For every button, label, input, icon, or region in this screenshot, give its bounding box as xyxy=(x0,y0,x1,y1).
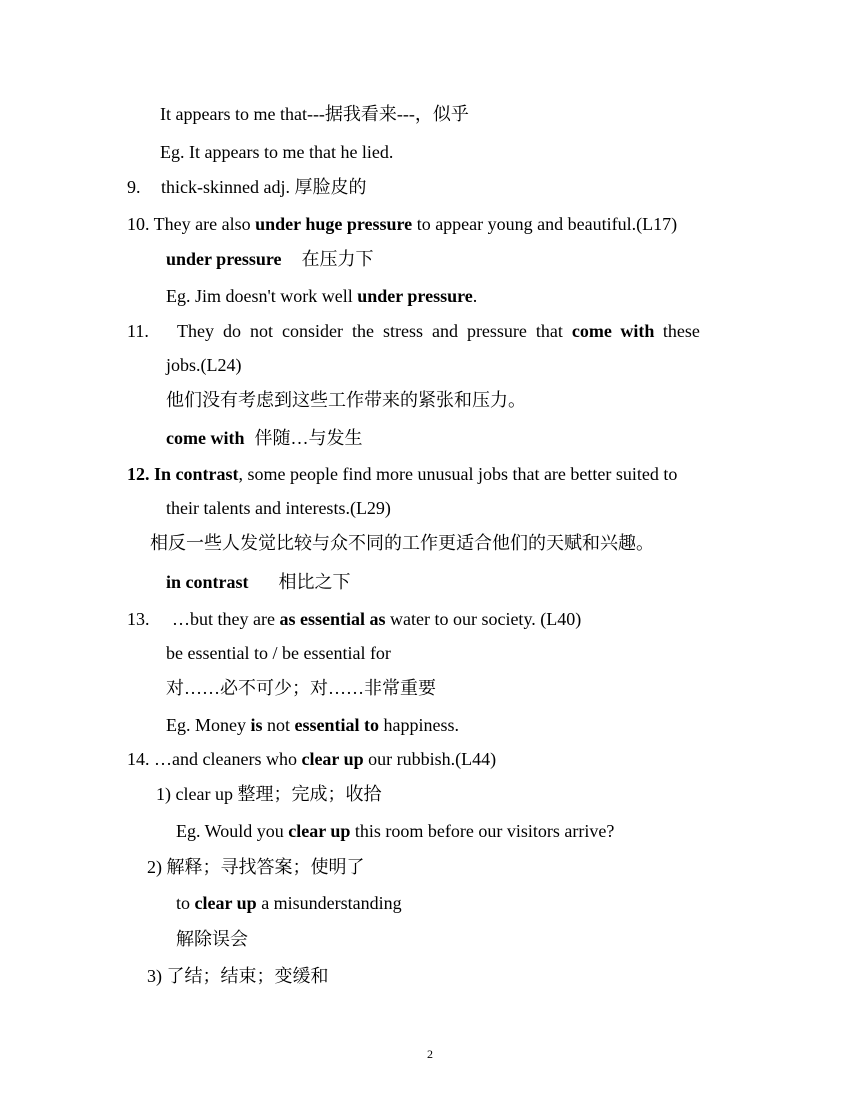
item-11 xyxy=(127,320,700,342)
up-eg-bold: under pressure xyxy=(357,286,473,306)
clear-up-example-1 xyxy=(176,820,614,842)
up-eg-end: . xyxy=(472,286,478,306)
item-11-continuation: jobs.(L24) xyxy=(166,355,242,375)
item-14-bold: clear up xyxy=(301,749,364,769)
in-contrast-cn: 相比之下 xyxy=(278,572,351,592)
clear-up-sense-1: 1) clear up 整理；完成；收拾 xyxy=(156,784,382,804)
cu2-ex-text-end: a misunderstanding xyxy=(256,893,402,913)
in-contrast-term: in contrast xyxy=(166,572,249,592)
under-pressure-cn: 在压力下 xyxy=(301,249,374,269)
item-13-number: 13. xyxy=(127,609,150,629)
be-eg-text-not: not xyxy=(262,715,295,735)
item-10-text: 10. They are also xyxy=(127,214,256,234)
item-13-bold: as essential as xyxy=(279,609,386,629)
come-with-term: come with xyxy=(166,428,245,448)
under-pressure-term: under pressure xyxy=(166,249,282,269)
item-10-text-end: to appear young and beautiful.(L17) xyxy=(412,214,678,234)
in-contrast-term-line xyxy=(166,571,351,593)
clear-up-sense-3: 3) 了结；结束；变缓和 xyxy=(147,966,329,986)
clear-up-example-2-cn: 解除误会 xyxy=(176,929,248,949)
cu1-eg-text: Eg. Would you xyxy=(176,821,289,841)
item-12-translation: 相反一些人发觉比较与众不同的工作更适合他们的天赋和兴趣。 xyxy=(150,533,654,553)
item-10-bold: under huge pressure xyxy=(255,214,413,234)
item-11-text-end: these xyxy=(654,321,700,341)
up-eg-text: Eg. Jim doesn't work well xyxy=(166,286,358,306)
item-9-number: 9. xyxy=(127,177,141,197)
be-essential-example xyxy=(166,714,459,736)
be-essential-cn: 对……必不可少；对……非常重要 xyxy=(166,678,436,698)
item-13-text: …but they are xyxy=(172,609,280,629)
clear-up-sense-2: 2) 解释；寻找答案；使明了 xyxy=(147,857,365,877)
under-pressure-example xyxy=(166,285,477,307)
come-with-term-line xyxy=(166,427,362,449)
item-13 xyxy=(127,608,581,630)
item-10 xyxy=(127,213,677,235)
be-eg-text-end: happiness. xyxy=(379,715,460,735)
cu2-ex-text: to xyxy=(176,893,195,913)
item-12-continuation: their talents and interests.(L29) xyxy=(166,498,391,518)
be-eg-bold-essential: essential to xyxy=(294,715,380,735)
item-11-translation: 他们没有考虑到这些工作带来的紧张和压力。 xyxy=(166,390,526,410)
item-13-text-end: water to our society. (L40) xyxy=(385,609,582,629)
item-11-bold: come with xyxy=(571,321,655,341)
page-number: 2 xyxy=(427,1047,433,1061)
item-14 xyxy=(127,748,496,770)
item-11-number: 11. xyxy=(127,321,149,341)
come-with-cn: 伴随…与发生 xyxy=(254,428,363,448)
item-14-text: 14. …and cleaners who xyxy=(127,749,302,769)
item-9 xyxy=(127,176,366,198)
item-12-bold: 12. In contrast xyxy=(127,464,239,484)
cu1-eg-text-end: this room before our visitors arrive? xyxy=(350,821,615,841)
line-it-appears: It appears to me that---据我看来---，似乎 xyxy=(160,104,469,124)
cu1-eg-bold: clear up xyxy=(288,821,351,841)
under-pressure-term-line xyxy=(166,248,374,270)
item-9-text: thick-skinned adj. 厚脸皮的 xyxy=(161,177,367,197)
cu2-ex-bold: clear up xyxy=(194,893,257,913)
clear-up-example-2 xyxy=(176,892,402,914)
be-eg-text: Eg. Money xyxy=(166,715,251,735)
line-eg-lied: Eg. It appears to me that he lied. xyxy=(160,142,394,162)
item-12-text: , some people find more unusual jobs that are better suited to xyxy=(238,464,678,484)
be-eg-bold-is: is xyxy=(250,715,263,735)
item-12 xyxy=(127,463,677,485)
be-essential-line: be essential to / be essential for xyxy=(166,643,391,663)
item-14-text-end: our rubbish.(L44) xyxy=(363,749,497,769)
item-11-text: They do not consider the stress and pressure that xyxy=(177,321,572,341)
